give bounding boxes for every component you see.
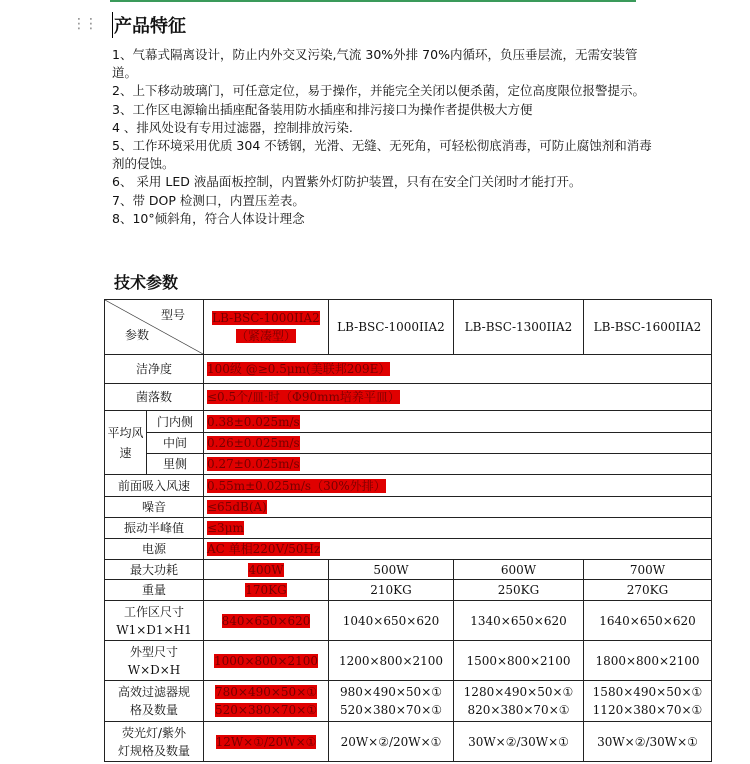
cell-value: 1580×490×50×①	[592, 685, 703, 699]
cell-value: 1000×800×2100	[213, 653, 319, 668]
row-label: 中间	[147, 433, 204, 454]
cell-value: 980×490×50×①	[340, 685, 442, 699]
label-line: 外型尺寸	[129, 644, 178, 659]
cell-value: ≤65dB(A)	[207, 500, 267, 514]
feature-item: 2、上下移动玻璃门，可任意定位，易于操作，并能完全关闭以便杀菌，定位高度限位报警提示。	[112, 83, 645, 99]
cell-value: 600W	[454, 560, 584, 580]
cell-value: 0.55m±0.025m/s（30%外排）	[207, 478, 386, 493]
feature-item: 7、带 DOP 检测口，内置压差表。	[112, 192, 305, 208]
row-label: 里侧	[147, 454, 204, 475]
label-line: 工作区尺寸	[123, 604, 184, 619]
row-label: 振动半峰值	[105, 518, 204, 539]
table-row	[105, 518, 712, 539]
cell-value: 1500×800×2100	[454, 641, 584, 681]
cell-value: ≤3μm	[207, 521, 244, 535]
cell-value: 1280×490×50×①	[463, 685, 574, 699]
cell-value: 520×380×70×①	[340, 703, 442, 717]
feature-item: 8、10°倾斜角，符合人体设计理念	[112, 210, 305, 226]
drag-handle-icon[interactable]: ⋮⋮	[72, 16, 96, 32]
table-row	[105, 475, 712, 497]
table-row	[105, 497, 712, 518]
feature-item: 3、工作区电源输出插座配备装用防水插座和排污接口为操作者提供极大方便	[112, 101, 533, 117]
row-label: 电源	[105, 539, 204, 560]
label-line: 荧光灯/紫外	[121, 725, 187, 740]
cell-value: 1040×650×620	[329, 601, 454, 641]
table-row	[105, 454, 712, 475]
cell-value: 270KG	[584, 580, 712, 601]
corner-model: 型号	[160, 308, 185, 322]
table-row	[105, 560, 712, 580]
label-line: W×D×H	[127, 662, 181, 677]
cell-value: 1200×800×2100	[329, 641, 454, 681]
cell-value: 700W	[584, 560, 712, 580]
table-row	[105, 681, 712, 722]
cell-value: 0.26±0.025m/s	[207, 436, 300, 450]
cell-value: 1640×650×620	[584, 601, 712, 641]
row-label: 最大功耗	[105, 560, 204, 580]
cell-value: 1340×650×620	[454, 601, 584, 641]
cell-value: 250KG	[454, 580, 584, 601]
row-label: 门内侧	[147, 411, 204, 433]
features-heading: 产品特征	[112, 12, 186, 38]
cell-value: 400W	[248, 562, 284, 577]
cell-value: AC 单相220V/50Hz	[207, 542, 321, 556]
row-label	[105, 601, 204, 641]
row-label: 重量	[105, 580, 204, 601]
table-row	[105, 300, 712, 355]
cell-value: 0.27±0.025m/s	[207, 457, 300, 471]
table-row	[105, 601, 712, 641]
cell-value: 12W×①/20W×①	[215, 734, 317, 749]
cell-value: 820×380×70×①	[467, 703, 570, 717]
features-list	[112, 46, 652, 228]
feature-item: 4 、排风处设有专用过滤器，控制排放污染.	[112, 119, 353, 135]
label-line: W1×D1×H1	[116, 622, 192, 637]
cell-value: 780×490×50×①	[215, 685, 317, 699]
cell-value: 520×380×70×①	[215, 703, 317, 717]
table-row	[105, 539, 712, 560]
cell-value: 170KG	[245, 583, 287, 597]
params-heading: 技术参数	[114, 273, 179, 292]
model-cell	[204, 300, 329, 355]
model-cell: LB-BSC-1600IIA2	[584, 300, 712, 355]
table-row	[105, 384, 712, 411]
row-label: 噪音	[105, 497, 204, 518]
cell-value: 500W	[329, 560, 454, 580]
cell-value: 210KG	[329, 580, 454, 601]
feature-item: 6、 采用 LED 液晶面板控制，内置紫外灯防护装置，只有在安全门关闭时才能打开。	[112, 174, 582, 190]
row-label	[105, 681, 204, 722]
cell-value: 840×650×620	[221, 613, 311, 628]
label-line: 格及数量	[129, 703, 178, 717]
cell-value: 0.38±0.025m/s	[207, 414, 300, 429]
model-name: LB-BSC-1000IIA2	[212, 311, 320, 325]
feature-item: 1、气幕式隔离设计，防止内外交叉污染,气流 30%外排 70%内循环，负压垂层流，无需安装管道。	[112, 47, 638, 81]
row-label	[105, 641, 204, 681]
cell-value: 20W×②/20W×①	[329, 722, 454, 762]
table-row	[105, 411, 712, 433]
feature-item: 5、工作环境采用优质 304 不锈钢，光滑、无缝、无死角，可轻松彻底消毒，可防止腐蚀剂和消毒剂的侵蚀。	[112, 138, 652, 172]
label-line: 高效过滤器规	[117, 685, 190, 699]
cell-value: ≤0.5个/皿·时（Φ90mm培养平皿）	[207, 390, 400, 404]
model-note: （紧凑型）	[235, 329, 296, 343]
corner-param: 参数	[125, 328, 150, 342]
table-row	[105, 433, 712, 454]
cell-value: 1120×380×70×①	[592, 703, 703, 717]
corner-cell	[105, 300, 204, 355]
table-row	[105, 355, 712, 384]
row-label: 前面吸入风速	[105, 475, 204, 497]
cell-value: 1800×800×2100	[584, 641, 712, 681]
model-cell: LB-BSC-1300IIA2	[454, 300, 584, 355]
cell-value: 100级 @≥0.5μm(美联邦209E）	[207, 362, 391, 376]
cell-value: 30W×②/30W×①	[454, 722, 584, 762]
spec-table	[104, 299, 712, 762]
row-label	[105, 722, 204, 762]
row-label: 平均风速	[105, 411, 147, 475]
label-line: 灯规格及数量	[117, 743, 190, 758]
model-cell: LB-BSC-1000IIA2	[329, 300, 454, 355]
row-label: 洁净度	[105, 355, 204, 384]
top-divider	[110, 0, 636, 2]
table-row	[105, 641, 712, 681]
table-row	[105, 580, 712, 601]
row-label: 菌落数	[105, 384, 204, 411]
cell-value: 30W×②/30W×①	[584, 722, 712, 762]
table-row	[105, 722, 712, 762]
